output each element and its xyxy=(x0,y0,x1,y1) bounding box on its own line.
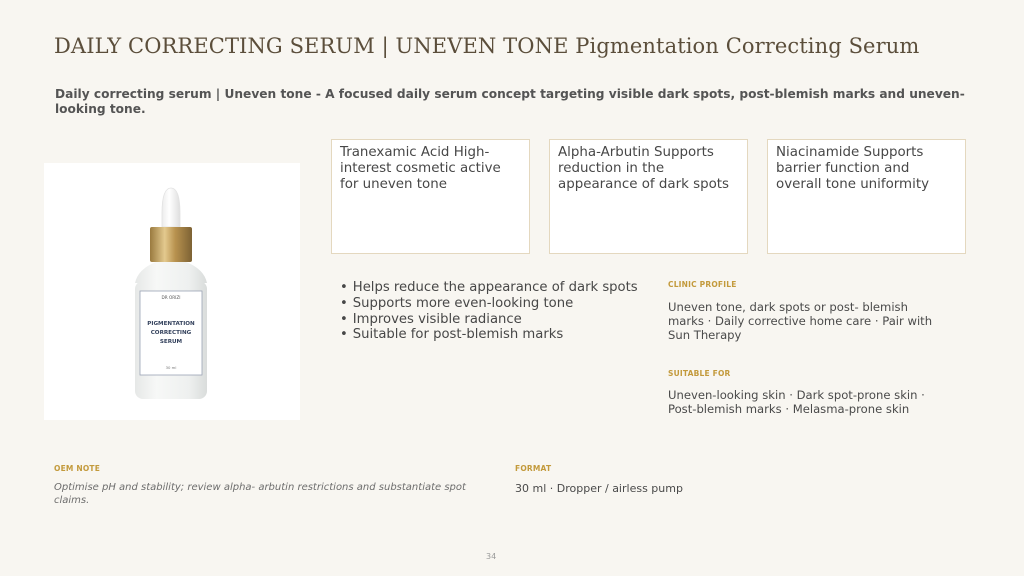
oem-note-text: Optimise pH and stability; review alpha- arbutin restrictions and substantiate spot claims. xyxy=(54,482,466,506)
benefit-item: • Improves visible radiance xyxy=(340,312,638,328)
page-number: 34 xyxy=(486,552,497,561)
benefit-item: • Helps reduce the appearance of dark spots xyxy=(340,280,638,296)
benefits-list xyxy=(340,280,638,343)
active-card-niacinamide: Niacinamide Supports barrier function and overall tone uniformity xyxy=(767,139,966,254)
label-volume: 30 ml xyxy=(165,365,177,370)
benefit-item: • Suitable for post-blemish marks xyxy=(340,327,638,343)
format-text: 30 ml · Dropper / airless pump xyxy=(515,482,683,495)
label-name-line3: SERUM xyxy=(159,339,183,345)
clinic-profile-text: Uneven tone, dark spots or post- blemish marks · Daily corrective home care · Pair with Sun Therapy xyxy=(668,300,933,342)
suitable-for-label: SUITABLE FOR xyxy=(668,369,731,378)
label-brand: DR ORIZI xyxy=(161,295,181,300)
page-subtitle: Daily correcting serum | Uneven tone - A focused daily serum concept targeting visible dark spots, post-blemish marks and uneven-looking tone. xyxy=(55,87,965,116)
oem-note-label: OEM NOTE xyxy=(54,464,101,473)
active-card-alpha-arbutin: Alpha-Arbutin Supports reduction in the appearance of dark spots xyxy=(549,139,748,254)
clinic-profile-label: CLINIC PROFILE xyxy=(668,280,737,289)
active-card-tranexamic-acid: Tranexamic Acid High-interest cosmetic active for uneven tone xyxy=(331,139,530,254)
format-label: FORMAT xyxy=(515,464,552,473)
page-title: DAILY CORRECTING SERUM | UNEVEN TONE Pigmentation Correcting Serum xyxy=(54,34,920,58)
benefit-item: • Supports more even-looking tone xyxy=(340,296,638,312)
label-name-line1: PIGMENTATION xyxy=(147,321,195,327)
serum-bottle-illustration xyxy=(44,163,300,420)
product-image xyxy=(44,163,300,420)
label-name-line2: CORRECTING xyxy=(150,330,192,336)
suitable-for-text: Uneven-looking skin · Dark spot-prone skin · Post-blemish marks · Melasma-prone skin xyxy=(668,388,925,416)
